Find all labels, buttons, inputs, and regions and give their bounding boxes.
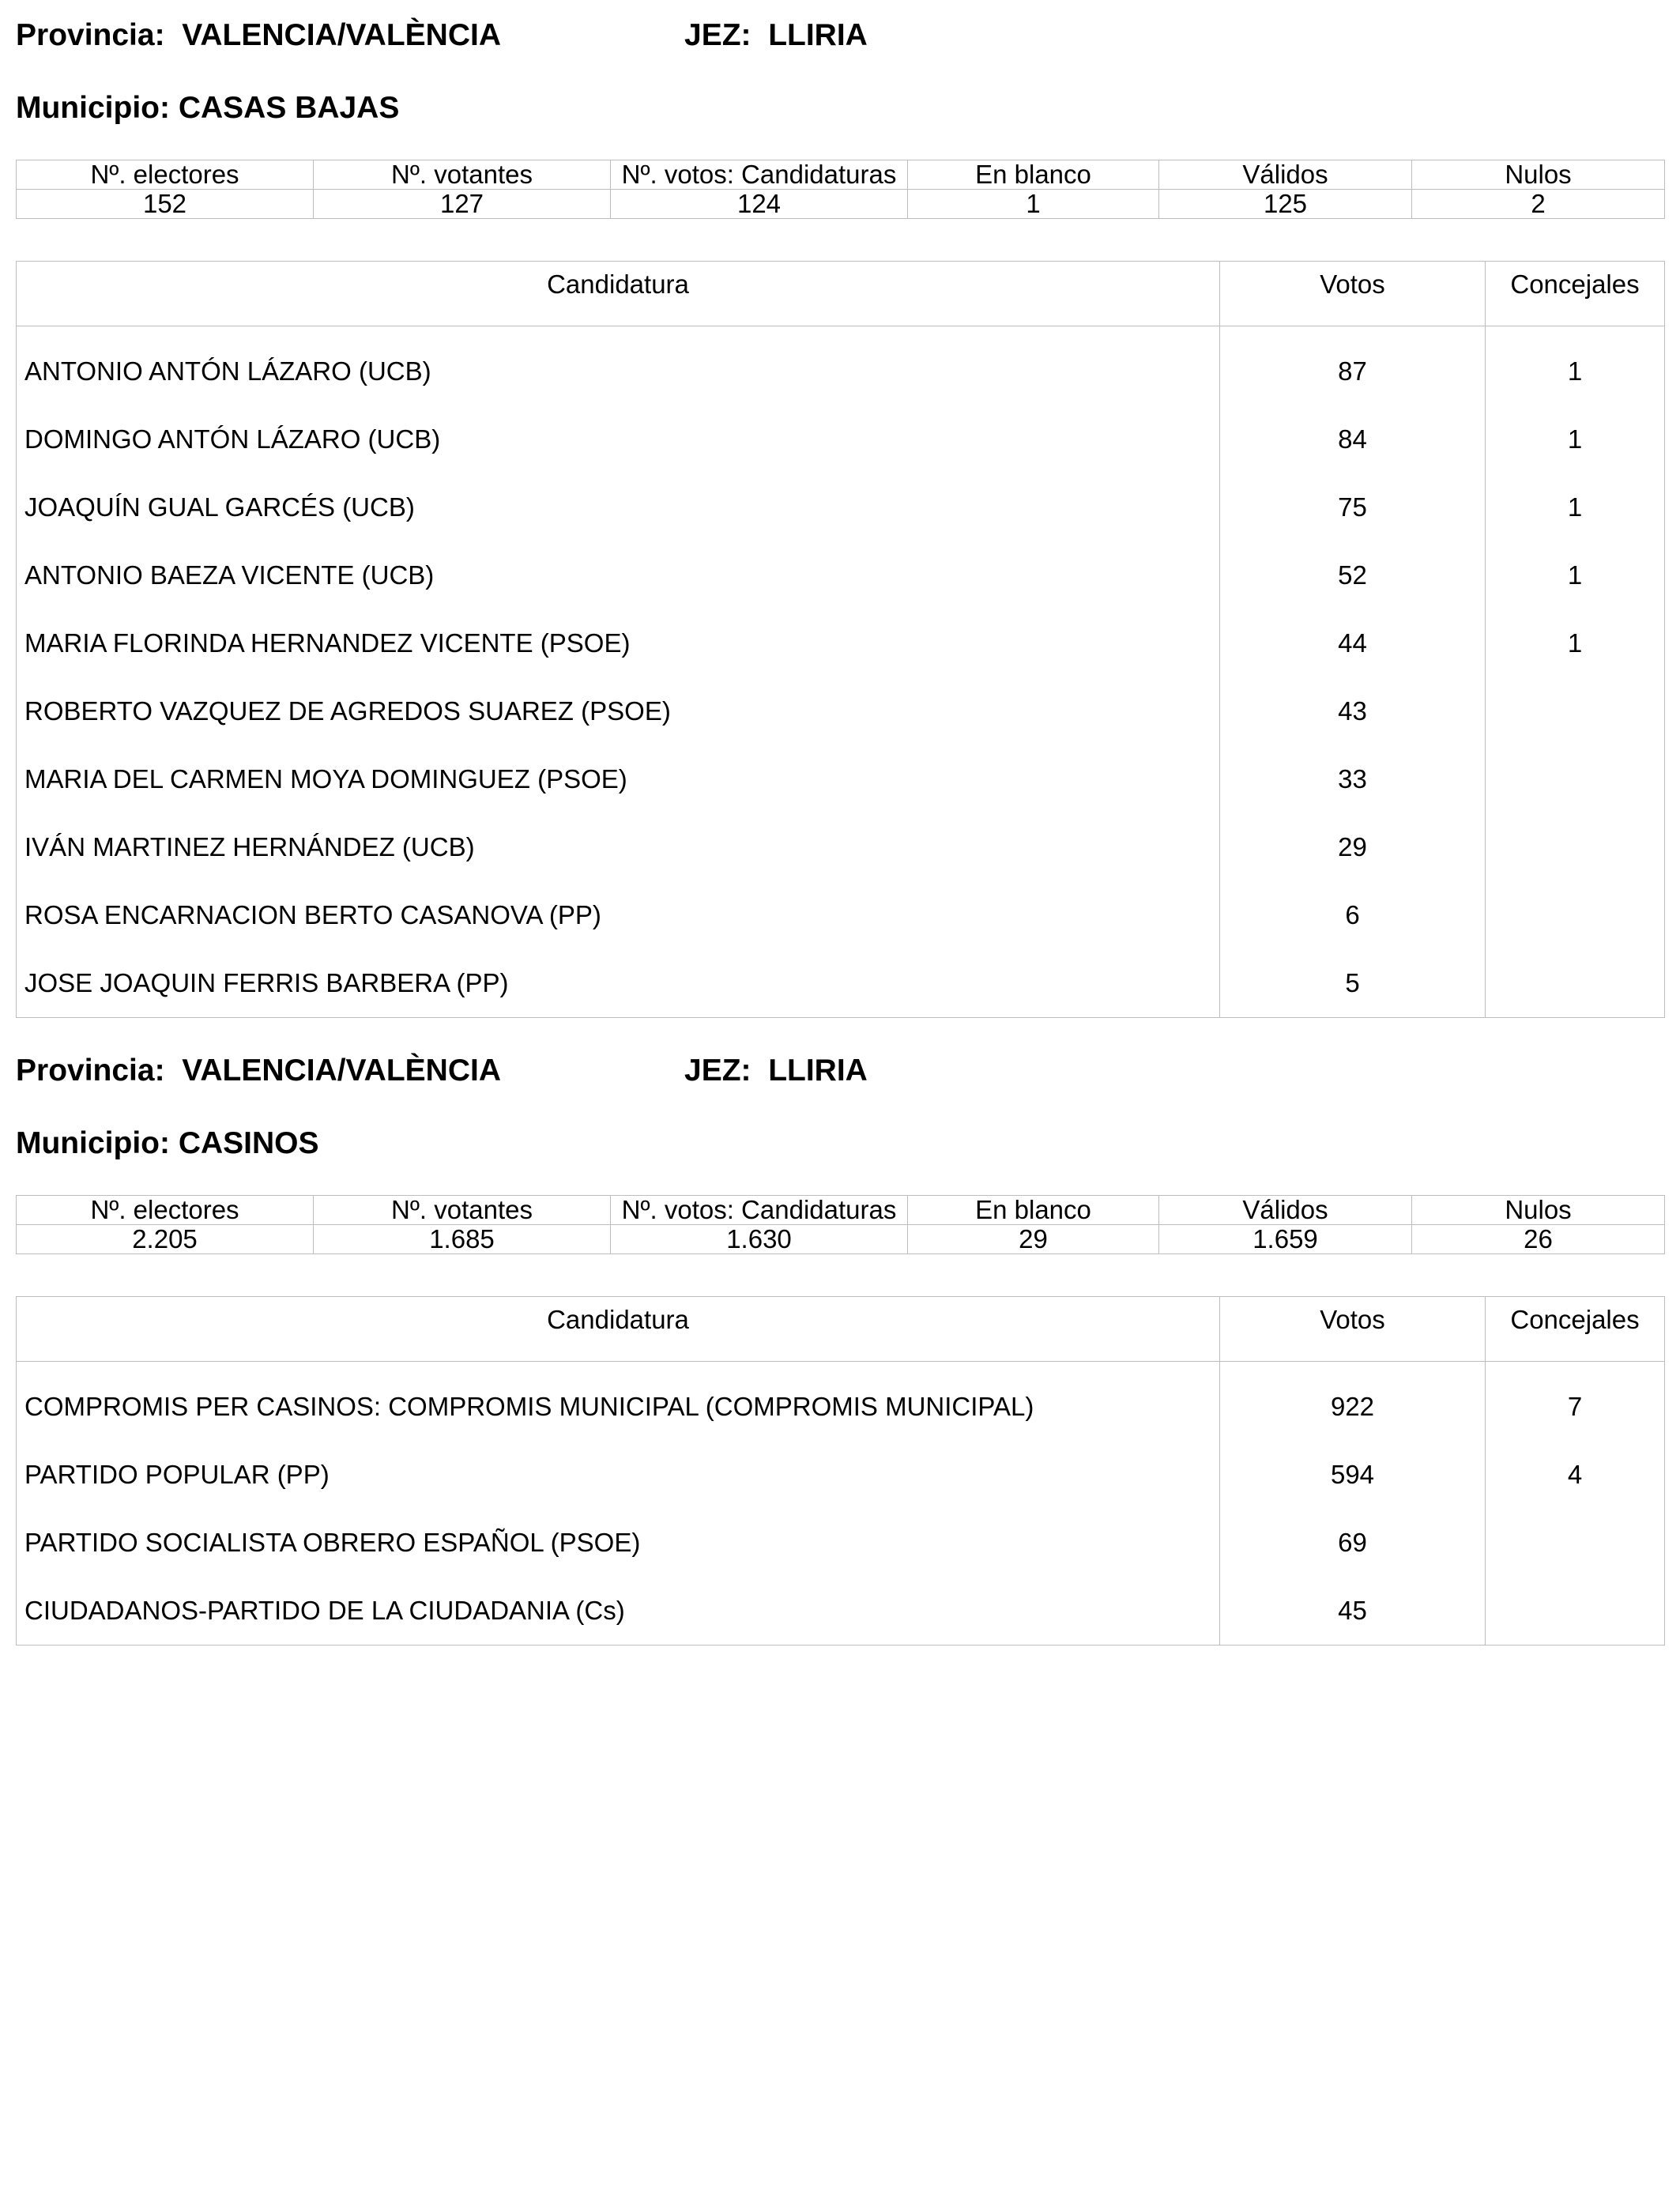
candidatura-header: Candidatura (17, 1297, 1220, 1362)
municipality-heading: Municipio: CASINOS (16, 1126, 319, 1160)
candidate-concejales (1486, 949, 1665, 1018)
candidate-votes: 33 (1220, 745, 1486, 813)
summary-header-cell: En blanco (908, 1196, 1159, 1225)
candidate-name: ROSA ENCARNACION BERTO CASANOVA (PP) (17, 881, 1220, 949)
candidate-concejales: 4 (1486, 1441, 1665, 1509)
spacer-row (17, 1362, 1665, 1374)
summary-value-cell: 152 (17, 190, 314, 219)
candidate-votes: 44 (1220, 609, 1486, 677)
candidate-votes: 43 (1220, 677, 1486, 745)
candidate-votes: 84 (1220, 405, 1486, 473)
jez-heading: JEZ: LLIRIA (684, 18, 868, 52)
summary-table (16, 160, 1665, 219)
candidate-name: ANTONIO ANTÓN LÁZARO (UCB) (17, 337, 1220, 405)
candidate-name: MARIA DEL CARMEN MOYA DOMINGUEZ (PSOE) (17, 745, 1220, 813)
candidate-concejales: 1 (1486, 337, 1665, 405)
candidate-concejales (1486, 1577, 1665, 1646)
province-line (16, 1051, 1664, 1091)
candidate-name: PARTIDO POPULAR (PP) (17, 1441, 1220, 1509)
summary-header-cell: Nulos (1412, 160, 1665, 190)
candidate-votes: 75 (1220, 473, 1486, 541)
summary-table (16, 1195, 1665, 1254)
candidates-table (16, 1296, 1665, 1646)
candidate-name: IVÁN MARTINEZ HERNÁNDEZ (UCB) (17, 813, 1220, 881)
summary-value-row (17, 1225, 1665, 1254)
summary-value-cell: 2 (1412, 190, 1665, 219)
candidate-concejales: 1 (1486, 473, 1665, 541)
summary-value-cell: 1.685 (314, 1225, 611, 1254)
candidate-name: ANTONIO BAEZA VICENTE (UCB) (17, 541, 1220, 609)
candidate-name: JOAQUÍN GUAL GARCÉS (UCB) (17, 473, 1220, 541)
candidate-votes: 69 (1220, 1509, 1486, 1577)
candidate-name: COMPROMIS PER CASINOS: COMPROMIS MUNICIPAL (COMPROMIS MUNICIPAL) (17, 1373, 1220, 1441)
summary-header-row (17, 160, 1665, 190)
candidate-row (17, 1509, 1665, 1577)
candidate-row (17, 1373, 1665, 1441)
candidate-name: CIUDADANOS-PARTIDO DE LA CIUDADANIA (Cs) (17, 1577, 1220, 1646)
candidates-header-row (17, 262, 1665, 326)
jez-heading: JEZ: LLIRIA (684, 1054, 868, 1088)
candidatura-header: Candidatura (17, 262, 1220, 326)
candidate-row (17, 745, 1665, 813)
candidate-votes: 6 (1220, 881, 1486, 949)
candidate-name: PARTIDO SOCIALISTA OBRERO ESPAÑOL (PSOE) (17, 1509, 1220, 1577)
summary-value-cell: 124 (611, 190, 908, 219)
candidate-votes: 922 (1220, 1373, 1486, 1441)
candidate-row (17, 949, 1665, 1018)
candidate-concejales: 1 (1486, 541, 1665, 609)
votos-header: Votos (1220, 1297, 1486, 1362)
candidate-name: DOMINGO ANTÓN LÁZARO (UCB) (17, 405, 1220, 473)
candidate-concejales (1486, 677, 1665, 745)
candidate-votes: 52 (1220, 541, 1486, 609)
municipality-heading: Municipio: CASAS BAJAS (16, 91, 400, 125)
candidates-header-row (17, 1297, 1665, 1362)
province-heading: Provincia: VALENCIA/VALÈNCIA (16, 1054, 501, 1088)
municipality-section-casas-bajas (16, 16, 1664, 1012)
candidate-row (17, 609, 1665, 677)
concejales-header: Concejales (1486, 262, 1665, 326)
summary-header-cell: Válidos (1159, 160, 1412, 190)
summary-header-cell: Nº. votantes (314, 160, 611, 190)
candidate-row (17, 1441, 1665, 1509)
candidate-row (17, 881, 1665, 949)
summary-value-cell: 1.659 (1159, 1225, 1412, 1254)
candidate-votes: 87 (1220, 337, 1486, 405)
candidate-name: ROBERTO VAZQUEZ DE AGREDOS SUAREZ (PSOE) (17, 677, 1220, 745)
candidate-row (17, 813, 1665, 881)
candidate-votes: 594 (1220, 1441, 1486, 1509)
candidate-concejales: 7 (1486, 1373, 1665, 1441)
province-line (16, 16, 1664, 55)
concejales-header: Concejales (1486, 1297, 1665, 1362)
candidates-table (16, 261, 1665, 1018)
summary-header-cell: Nº. votantes (314, 1196, 611, 1225)
summary-value-cell: 125 (1159, 190, 1412, 219)
candidate-concejales (1486, 1509, 1665, 1577)
candidate-concejales (1486, 881, 1665, 949)
candidate-concejales: 1 (1486, 405, 1665, 473)
summary-header-cell: En blanco (908, 160, 1159, 190)
candidate-name: MARIA FLORINDA HERNANDEZ VICENTE (PSOE) (17, 609, 1220, 677)
candidate-votes: 45 (1220, 1577, 1486, 1646)
candidate-concejales (1486, 745, 1665, 813)
summary-header-cell: Nº. votos: Candidaturas (611, 160, 908, 190)
candidate-row (17, 405, 1665, 473)
candidate-row (17, 677, 1665, 745)
summary-header-cell: Nº. electores (17, 1196, 314, 1225)
candidate-votes: 29 (1220, 813, 1486, 881)
candidate-concejales: 1 (1486, 609, 1665, 677)
summary-value-cell: 2.205 (17, 1225, 314, 1254)
summary-header-cell: Nulos (1412, 1196, 1665, 1225)
summary-header-row (17, 1196, 1665, 1225)
candidate-row (17, 337, 1665, 405)
summary-value-cell: 26 (1412, 1225, 1665, 1254)
candidate-concejales (1486, 813, 1665, 881)
candidate-row (17, 1577, 1665, 1646)
summary-value-cell: 127 (314, 190, 611, 219)
spacer-row (17, 326, 1665, 338)
municipality-section-casinos (16, 1051, 1664, 1652)
summary-value-cell: 29 (908, 1225, 1159, 1254)
summary-header-cell: Nº. votos: Candidaturas (611, 1196, 908, 1225)
votos-header: Votos (1220, 262, 1486, 326)
candidate-name: JOSE JOAQUIN FERRIS BARBERA (PP) (17, 949, 1220, 1018)
summary-header-cell: Nº. electores (17, 160, 314, 190)
summary-value-row (17, 190, 1665, 219)
summary-header-cell: Válidos (1159, 1196, 1412, 1225)
candidate-votes: 5 (1220, 949, 1486, 1018)
candidate-row (17, 541, 1665, 609)
summary-value-cell: 1.630 (611, 1225, 908, 1254)
summary-value-cell: 1 (908, 190, 1159, 219)
candidate-row (17, 473, 1665, 541)
province-heading: Provincia: VALENCIA/VALÈNCIA (16, 18, 501, 52)
